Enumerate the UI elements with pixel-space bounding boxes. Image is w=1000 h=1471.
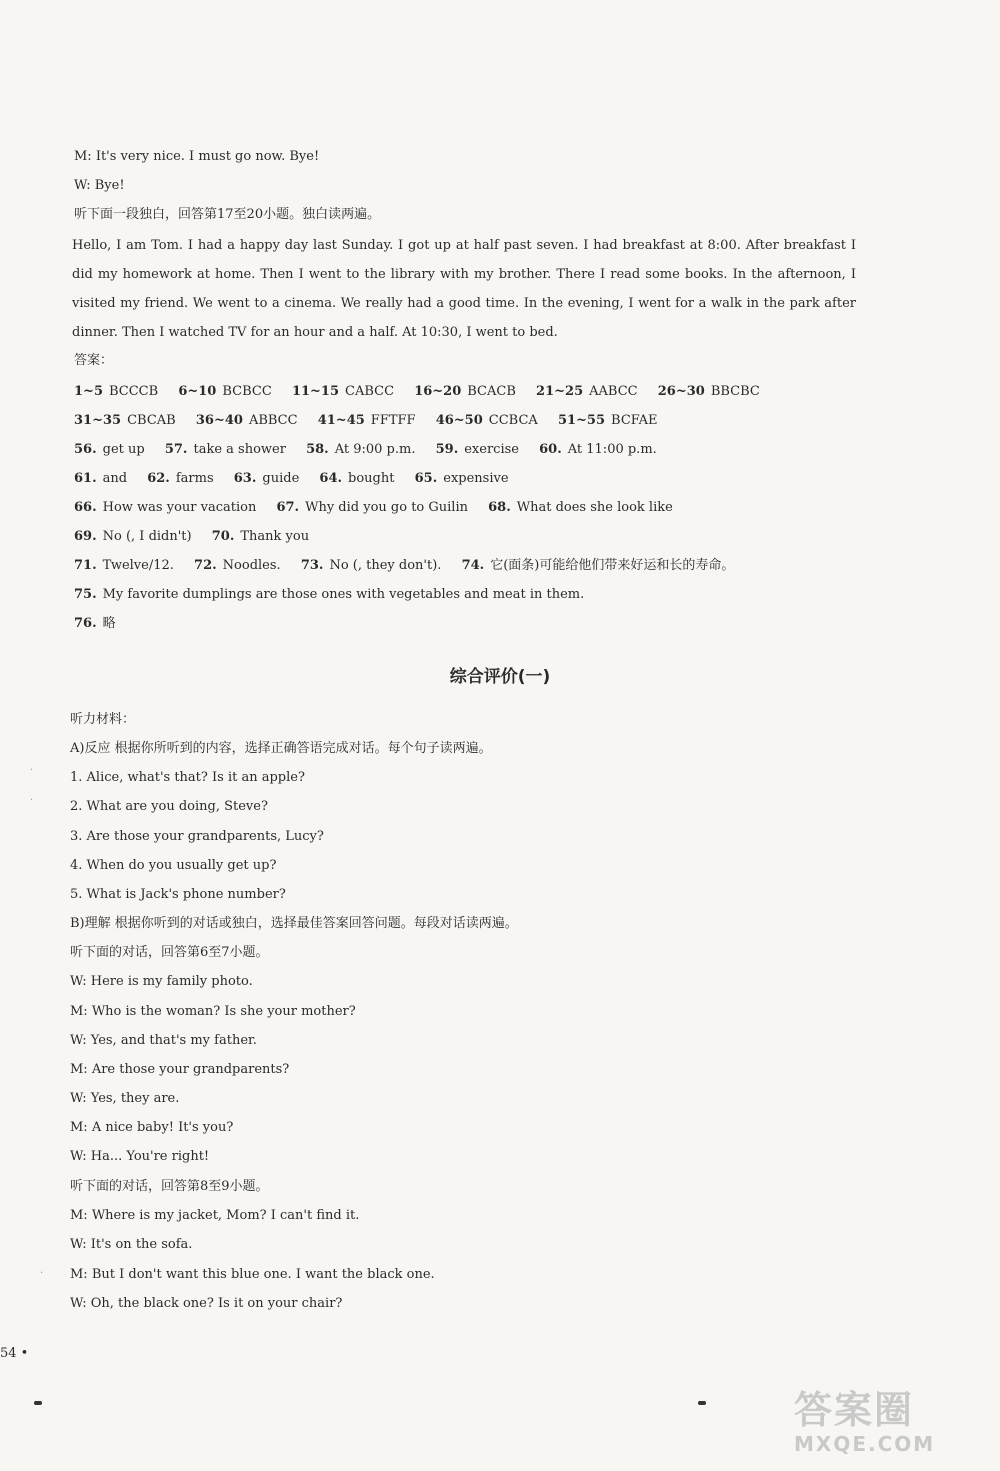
answer-val: CABCC xyxy=(345,384,395,399)
answer-num: 72. xyxy=(194,558,217,573)
answer-row-1 xyxy=(74,383,776,401)
watermark-logo xyxy=(794,1388,984,1460)
margin-mark: · xyxy=(40,1268,44,1279)
margin-mark: · xyxy=(30,795,34,806)
watermark-bottom: MXQE.COM xyxy=(794,1432,936,1456)
dialogue-b-line-1: M: Where is my jacket, Mom? I can't find it. xyxy=(70,1208,360,1223)
answer-num: 61. xyxy=(74,471,97,486)
monologue-paragraph xyxy=(44,231,856,347)
answer-num: 56. xyxy=(74,442,97,457)
answer-num: 60. xyxy=(539,442,562,457)
answer-row-7 xyxy=(74,557,750,575)
part-a-instruction: A)反应 根据你所听到的内容，选择正确答语完成对话。每个句子读两遍。 xyxy=(70,741,492,756)
answer-val: No (, they don't). xyxy=(329,558,442,573)
answer-row-4 xyxy=(74,470,525,488)
answer-val: 它(面条)可能给他们带来好运和长的寿命。 xyxy=(490,558,735,573)
dialogue-a-line-1: W: Here is my family photo. xyxy=(70,974,253,989)
dialogue-b-line-2: W: It's on the sofa. xyxy=(70,1237,193,1252)
print-dot xyxy=(34,1401,42,1405)
instruction-8-9: 听下面的对话，回答第8至9小题。 xyxy=(70,1179,269,1194)
answer-num: 31~35 xyxy=(74,413,122,428)
answer-num: 76. xyxy=(74,616,97,631)
answer-val: farms xyxy=(175,471,214,486)
answer-val: and xyxy=(102,471,128,486)
answer-num: 63. xyxy=(233,471,257,486)
answer-val: expensive xyxy=(443,471,509,486)
answer-num: 1~5 xyxy=(74,384,103,399)
answer-val: 略 xyxy=(102,616,116,631)
answer-num: 68. xyxy=(488,500,511,515)
dialogue-a-line-5: W: Yes, they are. xyxy=(70,1091,180,1106)
answer-num: 26~30 xyxy=(657,384,705,399)
answer-val: At 11:00 p.m. xyxy=(567,442,657,457)
answer-row-8 xyxy=(74,586,600,604)
answer-val: BCBCC xyxy=(222,384,272,399)
answer-val: FFTFF xyxy=(370,413,416,428)
answer-num: 74. xyxy=(461,558,485,573)
answer-num: 67. xyxy=(276,500,300,515)
answer-val: Why did you go to Guilin xyxy=(305,500,468,515)
question-5: 5. What is Jack's phone number? xyxy=(70,887,286,902)
instruction-6-7: 听下面的对话，回答第6至7小题。 xyxy=(70,945,269,960)
answer-val: CBCAB xyxy=(127,413,176,428)
part-b-instruction: B)理解 根据你听到的对话或独白，选择最佳答案回答问题。每段对话读两遍。 xyxy=(70,916,518,931)
answer-num: 75. xyxy=(74,587,97,602)
answer-val: Thank you xyxy=(240,529,310,544)
answer-num: 70. xyxy=(211,529,235,544)
answer-row-9 xyxy=(74,615,132,633)
answer-val: ABBCC xyxy=(248,413,298,428)
answer-val: exercise xyxy=(464,442,519,457)
section-title: 综合评价(一) xyxy=(449,667,551,687)
answer-num: 65. xyxy=(414,471,438,486)
answer-val: At 9:00 p.m. xyxy=(334,442,416,457)
answer-num: 41~45 xyxy=(317,413,365,428)
question-4: 4. When do you usually get up? xyxy=(70,858,277,873)
answer-row-5 xyxy=(74,499,689,517)
answer-val: BCCCB xyxy=(108,384,159,399)
dialogue-a-line-7: W: Ha... You're right! xyxy=(70,1149,210,1164)
answer-row-2 xyxy=(74,412,674,430)
answer-num: 21~25 xyxy=(536,384,584,399)
margin-mark: · xyxy=(30,765,34,776)
answer-num: 51~55 xyxy=(557,413,606,428)
answer-val: Twelve/12. xyxy=(102,558,174,573)
answer-val: BCFAE xyxy=(611,413,658,428)
answer-row-6 xyxy=(74,528,325,546)
monologue-text: Hello, I am Tom. I had a happy day last Sunday. I got up at half past seven. I had breakfast at 8:00. After breakfast I did my homework at home. Then I went to the library with my brother. There I read some books. In the afternoon, I visited my friend. We went to a cinema. We really had a good time. In the evening, I went for a walk in the park after dinner. Then I watched TV for an hour and a half. At 10:30, I went to bed. xyxy=(72,238,856,340)
answer-val: My favorite dumplings are those ones with vegetables and meat in them. xyxy=(102,587,585,602)
answer-num: 59. xyxy=(435,442,459,457)
answer-num: 11~15 xyxy=(291,384,340,399)
answer-num: 57. xyxy=(164,442,188,457)
question-3: 3. Are those your grandparents, Lucy? xyxy=(70,829,324,844)
answer-num: 6~10 xyxy=(178,384,217,399)
answer-num: 62. xyxy=(147,471,170,486)
answer-val: CCBCA xyxy=(488,413,538,428)
print-dot xyxy=(698,1401,706,1405)
answer-num: 69. xyxy=(74,529,97,544)
answer-val: guide xyxy=(262,471,300,486)
question-2: 2. What are you doing, Steve? xyxy=(70,799,268,814)
listening-label: 听力材料： xyxy=(70,712,136,727)
question-1: 1. Alice, what's that? Is it an apple? xyxy=(70,770,305,785)
answer-val: No (, I didn't) xyxy=(102,529,192,544)
page-number: 54 • xyxy=(0,1346,29,1361)
answer-num: 73. xyxy=(300,558,324,573)
answer-row-3 xyxy=(74,441,673,459)
answer-val: get up xyxy=(102,442,145,457)
answer-num: 36~40 xyxy=(195,413,243,428)
dialogue-a-line-3: W: Yes, and that's my father. xyxy=(70,1033,257,1048)
answer-num: 66. xyxy=(74,500,97,515)
monologue-instruction: 听下面一段独白，回答第17至20小题。独白读两遍。 xyxy=(74,207,381,222)
dialogue-a-line-6: M: A nice baby! It's you? xyxy=(70,1120,234,1135)
answer-num: 16~20 xyxy=(414,384,462,399)
dialogue-b-line-4: W: Oh, the black one? Is it on your chair? xyxy=(70,1296,343,1311)
answer-val: bought xyxy=(348,471,395,486)
answer-val: How was your vacation xyxy=(102,500,257,515)
dialogue-line-2: W: Bye! xyxy=(74,178,125,193)
answer-val: AABCC xyxy=(589,384,638,399)
answer-num: 64. xyxy=(319,471,343,486)
answer-val: take a shower xyxy=(193,442,286,457)
answers-heading: 答案： xyxy=(74,353,114,368)
answer-num: 58. xyxy=(306,442,329,457)
dialogue-a-line-4: M: Are those your grandparents? xyxy=(70,1062,290,1077)
dialogue-a-line-2: M: Who is the woman? Is she your mother? xyxy=(70,1004,356,1019)
dialogue-line-1: M: It's very nice. I must go now. Bye! xyxy=(74,149,320,164)
answer-val: Noodles. xyxy=(222,558,281,573)
answer-val: What does she look like xyxy=(516,500,673,515)
watermark-top: 答案圈 xyxy=(794,1388,915,1432)
answer-val: BCACB xyxy=(467,384,516,399)
dialogue-b-line-3: M: But I don't want this blue one. I want the black one. xyxy=(70,1267,435,1282)
answer-num: 71. xyxy=(74,558,97,573)
answer-num: 46~50 xyxy=(435,413,483,428)
answer-val: BBCBC xyxy=(710,384,760,399)
